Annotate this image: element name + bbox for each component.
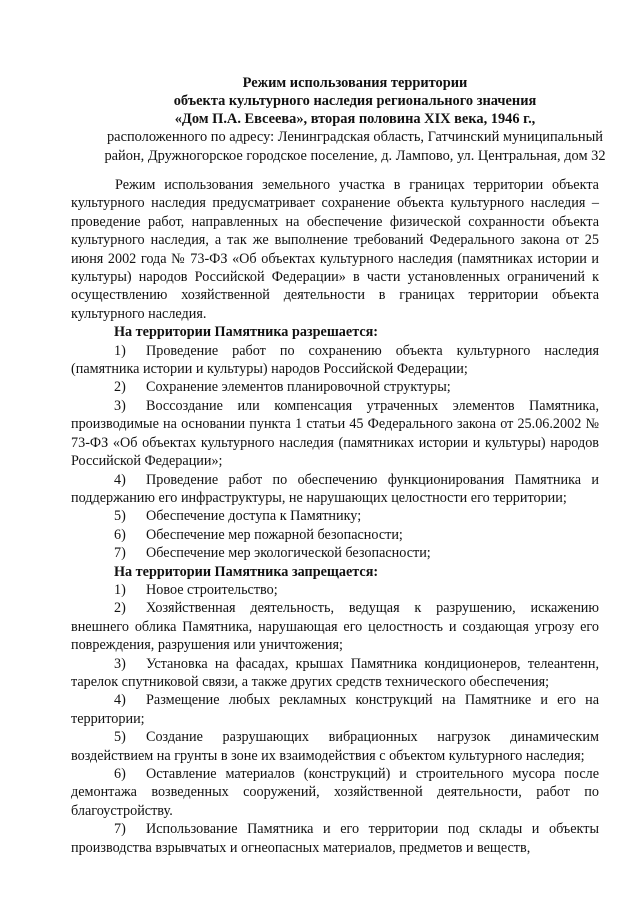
forbidden-item-5 (71, 728, 599, 765)
allowed-item-2 (71, 378, 599, 396)
item-number: 2) (114, 379, 126, 396)
item-number: 7) (114, 821, 126, 838)
forbidden-item-4 (71, 691, 599, 728)
item-text: Оставление материалов (конструкций) и строительного мусора после демонтажа возведенных сооружений, хозяйственной деятельности, работ по благоустройству. (71, 766, 599, 819)
allowed-item-4 (71, 471, 599, 508)
item-number: 3) (114, 655, 126, 672)
item-number: 1) (114, 342, 126, 359)
allowed-item-1 (71, 342, 599, 379)
forbidden-item-1 (71, 581, 599, 599)
address-line-1: расположенного по адресу: Ленинградская область, Гатчинский муниципальный (106, 129, 604, 145)
intro-paragraph: Режим использования земельного участка в границах территории объекта культурного наследия предусматривает сохранение объекта культурного наследия – проведение работ, направленных на обеспечение физической сохранности объекта культурного наследия, а так же выполнение требований Федерального закона от 25 июня 2002 года № 73-ФЗ «Об объектах культурного наследия (памятниках истории и культуры) народов Российской Федерации» в части установленных ограничений к осуществлению хозяйственной деятельности в границах территории объекта культурного наследия. (71, 177, 599, 322)
forbidden-item-7 (71, 820, 599, 857)
item-text: Воссоздание или компенсация утраченных элементов Памятника, производимые на основании пункта 1 статьи 45 Федерального закона от 25.06.2002 № 73-ФЗ «Об объектах культурного наследия (памятниках истории и культуры) народов Российской Федерации»; (71, 397, 599, 470)
item-text: Обеспечение мер экологической безопасности; (146, 545, 431, 562)
forbidden-item-2 (71, 599, 599, 654)
item-text: Новое строительство; (146, 581, 278, 598)
item-text: Хозяйственная деятельность, ведущая к разрушению, искажению внешнего облика Памятника, нарушающая его целостность и создающая угрозу его повреждения, разрушения или уничтожения; (71, 600, 599, 654)
item-text: Сохранение элементов планировочной структуры; (146, 379, 451, 396)
item-number: 2) (114, 600, 126, 617)
item-text: Обеспечение мер пожарной безопасности; (146, 526, 403, 543)
item-text: Проведение работ по сохранению объекта культурного наследия (памятника истории и культуры) народов Российской Федерации; (71, 342, 599, 378)
allowed-item-5 (71, 507, 599, 525)
item-number: 1) (114, 581, 126, 598)
item-number: 5) (114, 729, 126, 746)
title-line-3: «Дом П.А. Евсеева», вторая половина XIX века, 1946 г., (174, 111, 536, 127)
address-line-2: район, Дружногорское городское поселение, д. Лампово, ул. Центральная, дом 32 (104, 147, 606, 164)
forbidden-item-3 (71, 655, 599, 692)
title-line-2: объекта культурного наследия регионального значения (173, 93, 537, 109)
title-line-1: Режим использования территории (242, 75, 468, 91)
item-text: Установка на фасадах, крышах Памятника кондиционеров, телеантенн, тарелок спутниковой связи, а также других средств технического обеспечения; (71, 655, 599, 690)
allowed-item-3 (71, 397, 599, 471)
item-number: 6) (114, 766, 126, 782)
document-address (60, 128, 640, 165)
forbidden-heading: На территории Памятника запрещается: (114, 563, 379, 580)
item-number: 6) (114, 526, 126, 543)
item-text: Обеспечение доступа к Памятнику; (146, 508, 362, 525)
item-number: 5) (114, 508, 126, 525)
item-text: Размещение любых рекламных конструкций на Памятнике и его на территории; (71, 692, 599, 727)
document-title (60, 74, 640, 128)
allowed-item-7 (71, 544, 599, 562)
document-body (71, 176, 599, 857)
forbidden-item-6 (71, 765, 599, 820)
item-number: 4) (114, 692, 126, 709)
item-text: Использование Памятника и его территории под склады и объекты производства взрывчатых и огнеопасных материалов, предметов и веществ, (71, 821, 599, 856)
item-number: 3) (114, 397, 126, 414)
item-number: 7) (114, 545, 126, 562)
allowed-item-6 (71, 526, 599, 544)
item-number: 4) (114, 471, 126, 488)
item-text: Проведение работ по обеспечению функционирования Памятника и поддержанию его инфраструктуры, не нарушающих целостности его территории; (71, 471, 599, 506)
item-text: Создание разрушающих вибрационных нагрузок динамическим воздействием на грунты в зоне их взаимодействия с объектом культурного наследия; (71, 729, 599, 764)
allowed-heading: На территории Памятника разрешается: (114, 324, 379, 341)
